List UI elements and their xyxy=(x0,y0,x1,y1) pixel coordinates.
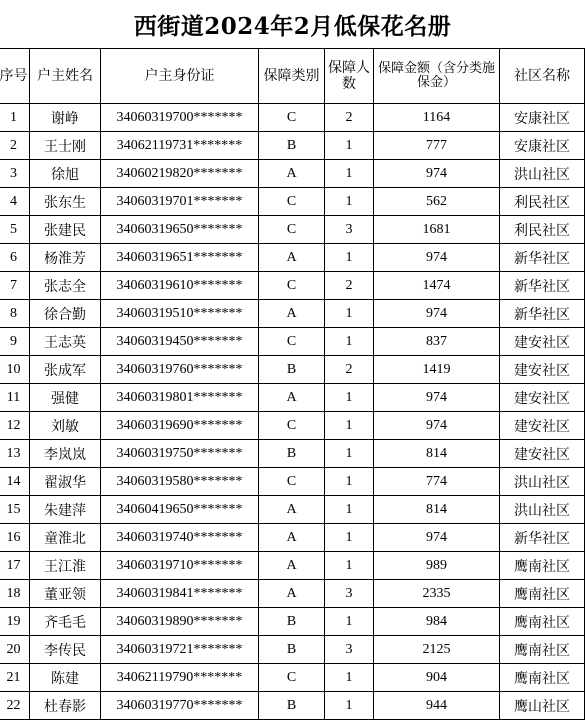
cell-name: 徐合勤 xyxy=(30,300,101,328)
table-row xyxy=(0,580,585,608)
cell-id: 34060319750******* xyxy=(101,440,259,468)
cell-category: A xyxy=(259,160,325,188)
cell-name: 朱建萍 xyxy=(30,496,101,524)
cell-community: 建安社区 xyxy=(500,356,585,384)
cell-id: 34060319770******* xyxy=(101,692,259,720)
table-row xyxy=(0,524,585,552)
cell-amount: 774 xyxy=(374,468,500,496)
cell-name: 张东生 xyxy=(30,188,101,216)
cell-category: C xyxy=(259,664,325,692)
cell-category: B xyxy=(259,636,325,664)
cell-category: B xyxy=(259,356,325,384)
cell-id: 34060319710******* xyxy=(101,552,259,580)
cell-index: 15 xyxy=(0,496,30,524)
cell-persons: 3 xyxy=(325,580,374,608)
cell-id: 34060319890******* xyxy=(101,608,259,636)
table-row xyxy=(0,552,585,580)
cell-persons: 2 xyxy=(325,104,374,132)
header-row xyxy=(0,49,585,104)
table-row xyxy=(0,132,585,160)
cell-community: 洪山社区 xyxy=(500,496,585,524)
cell-id: 34062119790******* xyxy=(101,664,259,692)
table-row xyxy=(0,608,585,636)
cell-index: 6 xyxy=(0,244,30,272)
table-row xyxy=(0,244,585,272)
cell-category: C xyxy=(259,216,325,244)
table-row xyxy=(0,412,585,440)
table-row xyxy=(0,160,585,188)
cell-name: 杜春影 xyxy=(30,692,101,720)
cell-name: 王志英 xyxy=(30,328,101,356)
cell-category: A xyxy=(259,580,325,608)
header-community: 社区名称 xyxy=(500,49,585,104)
cell-id: 34060319650******* xyxy=(101,216,259,244)
cell-category: C xyxy=(259,412,325,440)
cell-id: 34060319580******* xyxy=(101,468,259,496)
cell-amount: 2125 xyxy=(374,636,500,664)
table-row xyxy=(0,300,585,328)
cell-id: 34060319740******* xyxy=(101,524,259,552)
cell-amount: 989 xyxy=(374,552,500,580)
cell-category: C xyxy=(259,272,325,300)
cell-amount: 974 xyxy=(374,300,500,328)
cell-name: 王士刚 xyxy=(30,132,101,160)
table-row xyxy=(0,356,585,384)
cell-category: A xyxy=(259,524,325,552)
cell-category: A xyxy=(259,496,325,524)
table-row xyxy=(0,468,585,496)
cell-id: 34060419650******* xyxy=(101,496,259,524)
cell-index: 11 xyxy=(0,384,30,412)
table-row xyxy=(0,272,585,300)
cell-index: 22 xyxy=(0,692,30,720)
cell-index: 7 xyxy=(0,272,30,300)
page-title: 西街道2024年2月低保花名册 xyxy=(133,12,452,40)
cell-name: 强健 xyxy=(30,384,101,412)
cell-amount: 974 xyxy=(374,384,500,412)
cell-index: 13 xyxy=(0,440,30,468)
cell-community: 鹰南社区 xyxy=(500,664,585,692)
cell-community: 建安社区 xyxy=(500,328,585,356)
cell-category: C xyxy=(259,188,325,216)
cell-index: 16 xyxy=(0,524,30,552)
cell-persons: 2 xyxy=(325,272,374,300)
cell-amount: 974 xyxy=(374,412,500,440)
cell-amount: 984 xyxy=(374,608,500,636)
cell-amount: 814 xyxy=(374,440,500,468)
cell-community: 新华社区 xyxy=(500,244,585,272)
cell-index: 20 xyxy=(0,636,30,664)
cell-index: 8 xyxy=(0,300,30,328)
cell-id: 34062119731******* xyxy=(101,132,259,160)
cell-id: 34060319841******* xyxy=(101,580,259,608)
cell-index: 4 xyxy=(0,188,30,216)
cell-category: A xyxy=(259,300,325,328)
cell-community: 鹰南社区 xyxy=(500,636,585,664)
cell-category: A xyxy=(259,384,325,412)
cell-persons: 1 xyxy=(325,496,374,524)
cell-index: 1 xyxy=(0,104,30,132)
cell-name: 李传民 xyxy=(30,636,101,664)
cell-id: 34060319721******* xyxy=(101,636,259,664)
cell-community: 洪山社区 xyxy=(500,160,585,188)
cell-persons: 1 xyxy=(325,468,374,496)
header-category: 保障类别 xyxy=(259,49,325,104)
cell-amount: 1164 xyxy=(374,104,500,132)
cell-persons: 1 xyxy=(325,384,374,412)
cell-id: 34060319450******* xyxy=(101,328,259,356)
cell-community: 建安社区 xyxy=(500,384,585,412)
table-row xyxy=(0,384,585,412)
cell-amount: 562 xyxy=(374,188,500,216)
cell-community: 新华社区 xyxy=(500,272,585,300)
header-index: 序号 xyxy=(0,49,30,104)
cell-index: 9 xyxy=(0,328,30,356)
cell-persons: 1 xyxy=(325,664,374,692)
cell-id: 34060319801******* xyxy=(101,384,259,412)
cell-community: 安康社区 xyxy=(500,104,585,132)
cell-persons: 1 xyxy=(325,524,374,552)
cell-id: 34060319690******* xyxy=(101,412,259,440)
table-row xyxy=(0,328,585,356)
cell-category: B xyxy=(259,692,325,720)
header-persons: 保障人数 xyxy=(325,49,374,104)
table-row xyxy=(0,440,585,468)
cell-amount: 814 xyxy=(374,496,500,524)
cell-community: 鹰山社区 xyxy=(500,692,585,720)
header-amount xyxy=(374,49,500,104)
cell-amount: 1681 xyxy=(374,216,500,244)
table-row xyxy=(0,188,585,216)
cell-category: B xyxy=(259,132,325,160)
cell-amount: 837 xyxy=(374,328,500,356)
cell-index: 3 xyxy=(0,160,30,188)
cell-persons: 3 xyxy=(325,216,374,244)
cell-community: 利民社区 xyxy=(500,188,585,216)
cell-name: 董亚领 xyxy=(30,580,101,608)
cell-index: 14 xyxy=(0,468,30,496)
cell-category: C xyxy=(259,468,325,496)
cell-persons: 1 xyxy=(325,188,374,216)
cell-persons: 3 xyxy=(325,636,374,664)
cell-index: 21 xyxy=(0,664,30,692)
cell-community: 洪山社区 xyxy=(500,468,585,496)
cell-index: 2 xyxy=(0,132,30,160)
table-row xyxy=(0,664,585,692)
cell-name: 谢峥 xyxy=(30,104,101,132)
cell-community: 利民社区 xyxy=(500,216,585,244)
cell-community: 新华社区 xyxy=(500,300,585,328)
cell-amount: 777 xyxy=(374,132,500,160)
cell-community: 安康社区 xyxy=(500,132,585,160)
cell-category: B xyxy=(259,608,325,636)
cell-persons: 1 xyxy=(325,692,374,720)
cell-category: C xyxy=(259,328,325,356)
cell-name: 王江淮 xyxy=(30,552,101,580)
cell-amount: 974 xyxy=(374,524,500,552)
cell-community: 鹰南社区 xyxy=(500,580,585,608)
cell-category: C xyxy=(259,104,325,132)
cell-name: 翟淑华 xyxy=(30,468,101,496)
cell-community: 新华社区 xyxy=(500,524,585,552)
cell-community: 鹰南社区 xyxy=(500,608,585,636)
table-row xyxy=(0,216,585,244)
cell-name: 李岚岚 xyxy=(30,440,101,468)
cell-amount: 904 xyxy=(374,664,500,692)
header-amount-label: 保障金额（含分类施保金） xyxy=(377,61,495,90)
cell-persons: 1 xyxy=(325,440,374,468)
cell-id: 34060319700******* xyxy=(101,104,259,132)
cell-persons: 1 xyxy=(325,132,374,160)
cell-name: 徐旭 xyxy=(30,160,101,188)
cell-amount: 1419 xyxy=(374,356,500,384)
cell-community: 鹰南社区 xyxy=(500,552,585,580)
table-row xyxy=(0,636,585,664)
cell-id: 34060319760******* xyxy=(101,356,259,384)
cell-id: 34060319510******* xyxy=(101,300,259,328)
cell-persons: 2 xyxy=(325,356,374,384)
cell-persons: 1 xyxy=(325,412,374,440)
cell-name: 齐毛毛 xyxy=(30,608,101,636)
cell-name: 张志全 xyxy=(30,272,101,300)
cell-persons: 1 xyxy=(325,608,374,636)
cell-name: 刘敏 xyxy=(30,412,101,440)
header-name: 户主姓名 xyxy=(30,49,101,104)
cell-name: 张成军 xyxy=(30,356,101,384)
cell-amount: 974 xyxy=(374,160,500,188)
cell-index: 19 xyxy=(0,608,30,636)
table-row xyxy=(0,496,585,524)
cell-amount: 1474 xyxy=(374,272,500,300)
cell-category: A xyxy=(259,244,325,272)
cell-name: 杨淮芳 xyxy=(30,244,101,272)
cell-amount: 974 xyxy=(374,244,500,272)
cell-category: A xyxy=(259,552,325,580)
header-id: 户主身份证 xyxy=(101,49,259,104)
cell-category: B xyxy=(259,440,325,468)
cell-community: 建安社区 xyxy=(500,412,585,440)
cell-amount: 944 xyxy=(374,692,500,720)
cell-id: 34060219820******* xyxy=(101,160,259,188)
cell-id: 34060319610******* xyxy=(101,272,259,300)
cell-name: 张建民 xyxy=(30,216,101,244)
cell-persons: 1 xyxy=(325,552,374,580)
cell-amount: 2335 xyxy=(374,580,500,608)
cell-persons: 1 xyxy=(325,328,374,356)
cell-index: 10 xyxy=(0,356,30,384)
cell-id: 34060319701******* xyxy=(101,188,259,216)
cell-persons: 1 xyxy=(325,300,374,328)
cell-index: 17 xyxy=(0,552,30,580)
cell-index: 12 xyxy=(0,412,30,440)
cell-persons: 1 xyxy=(325,160,374,188)
roster-table xyxy=(0,48,585,720)
table-row xyxy=(0,692,585,720)
cell-index: 5 xyxy=(0,216,30,244)
cell-name: 陈建 xyxy=(30,664,101,692)
cell-persons: 1 xyxy=(325,244,374,272)
cell-id: 34060319651******* xyxy=(101,244,259,272)
cell-name: 童淮北 xyxy=(30,524,101,552)
cell-community: 建安社区 xyxy=(500,440,585,468)
cell-index: 18 xyxy=(0,580,30,608)
table-row xyxy=(0,104,585,132)
